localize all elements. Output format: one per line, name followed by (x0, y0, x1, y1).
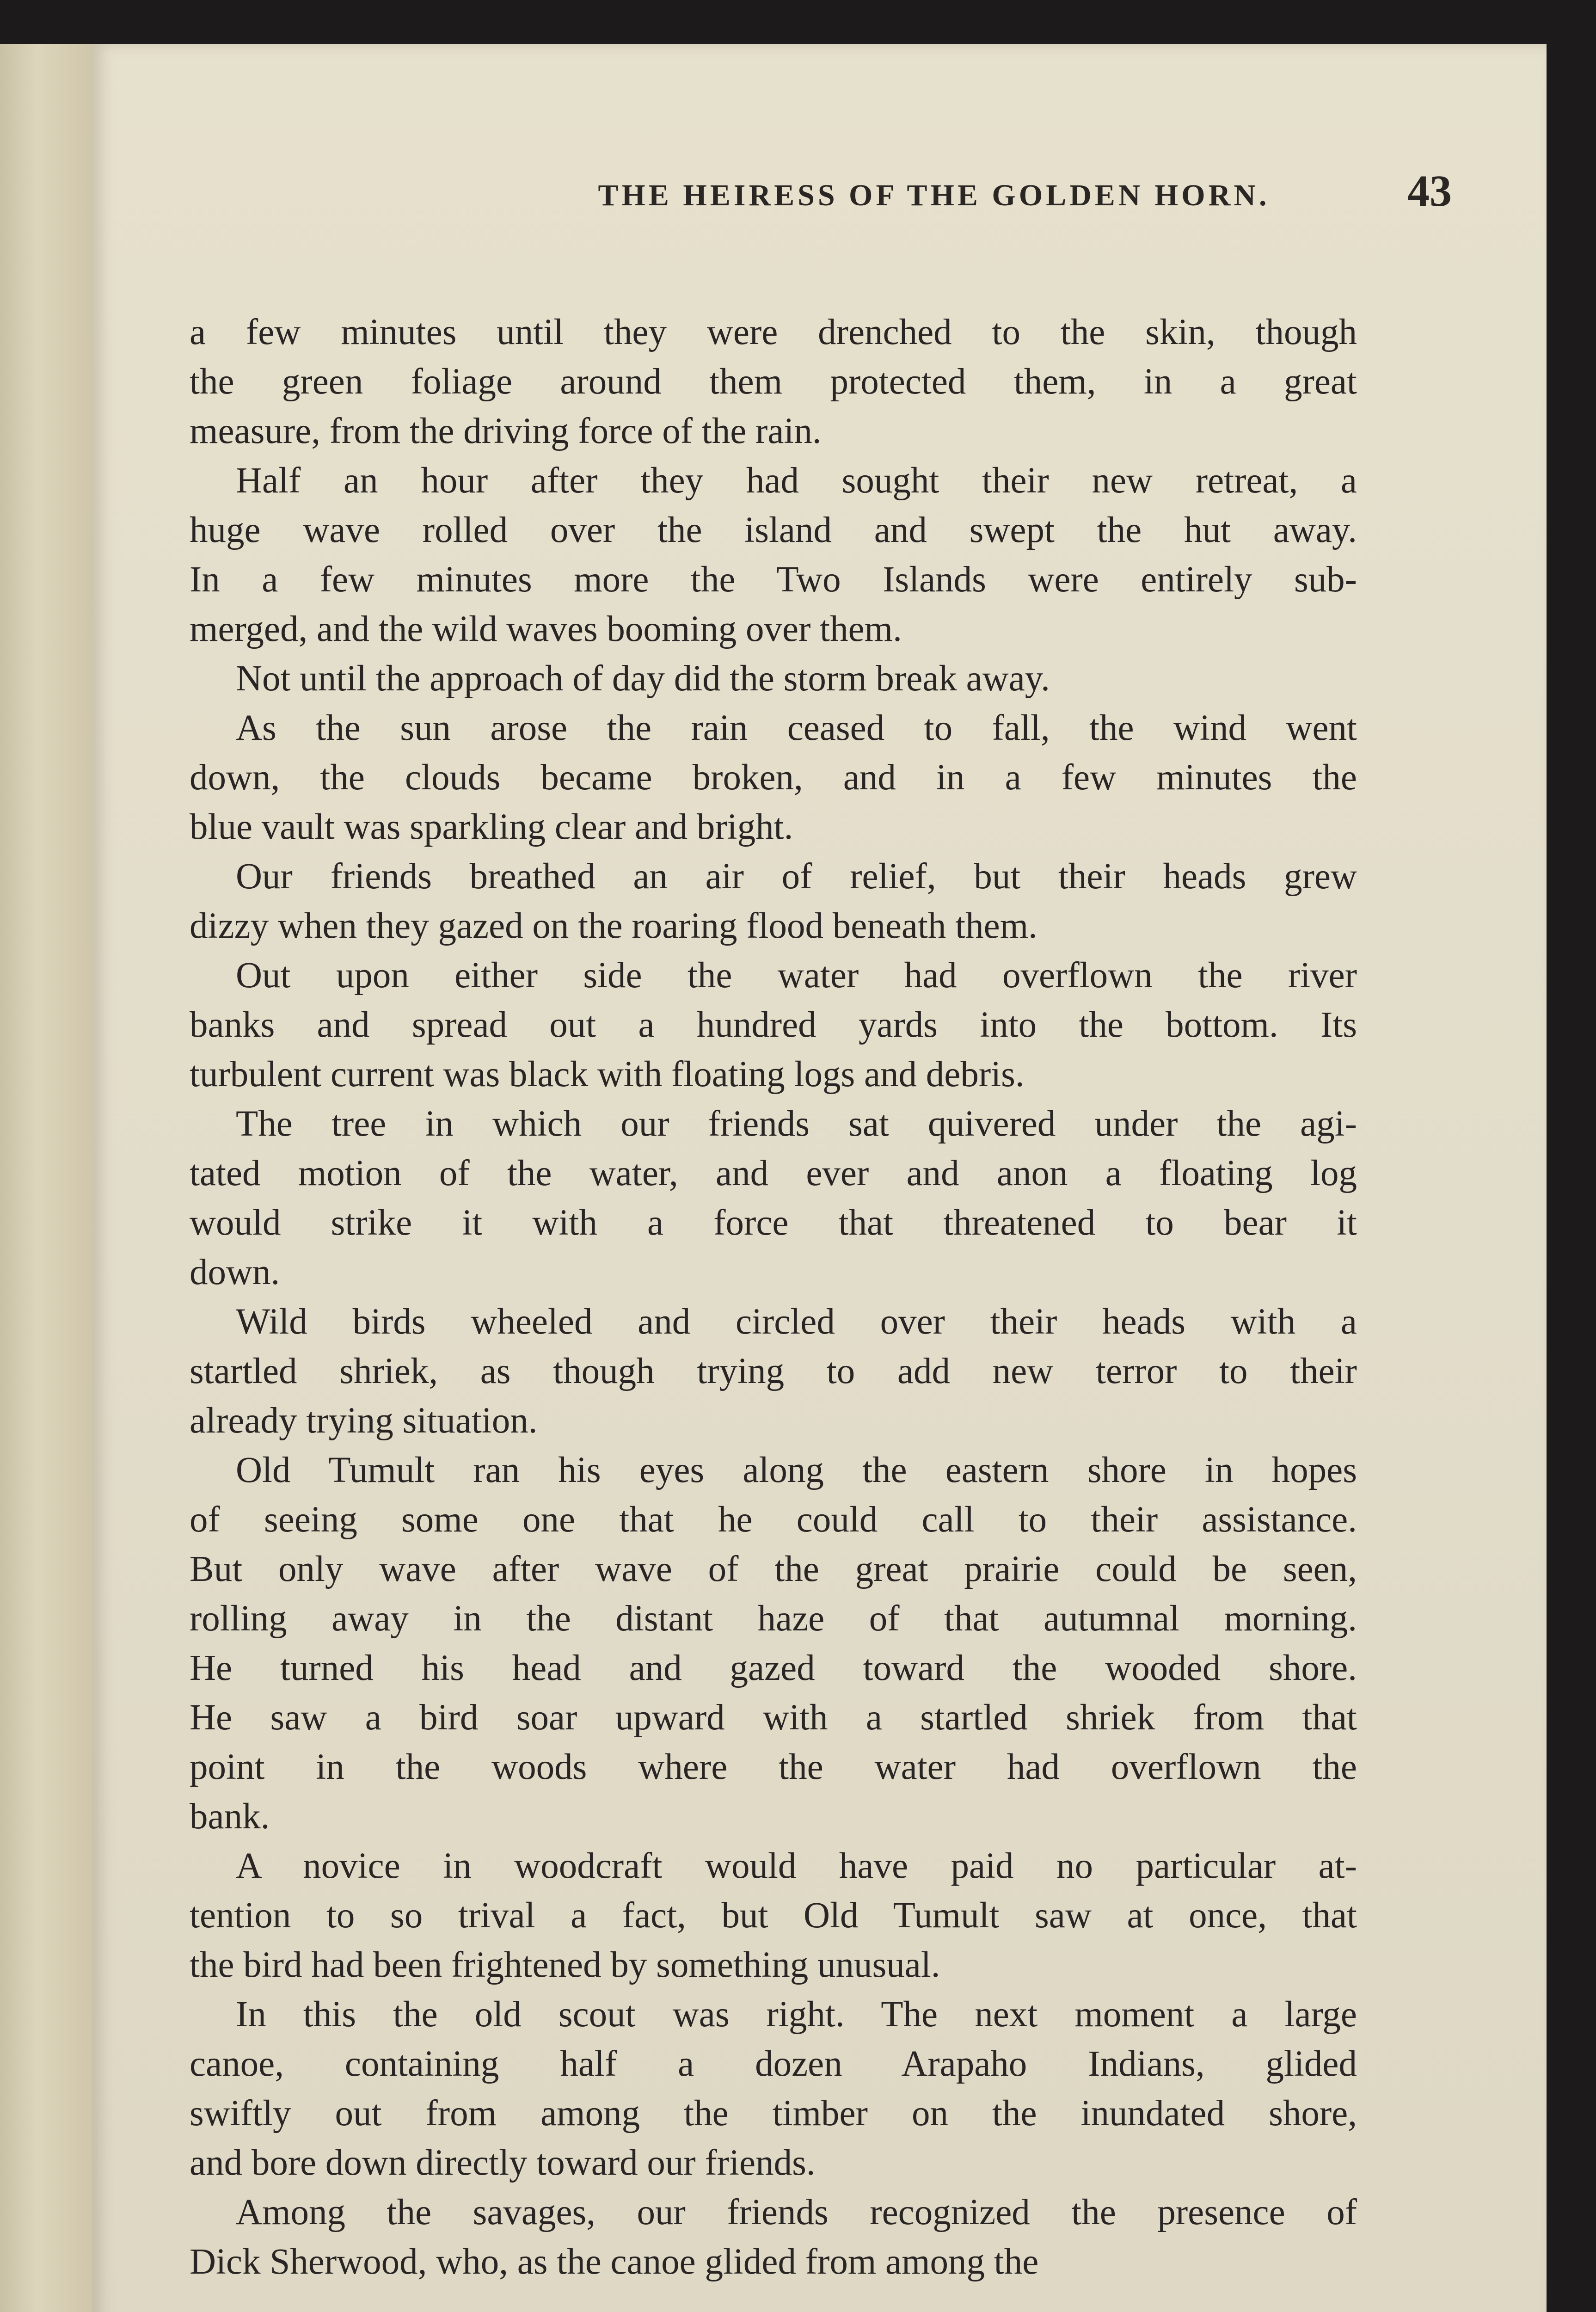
text-line: Half an hour after they had sought their new retreat, a (236, 461, 1357, 501)
text-line: merged, and the wild waves booming over them. (190, 609, 902, 649)
paragraph (190, 1841, 1357, 1990)
text-line: Among the savages, our friends recognized the presence of (236, 2192, 1357, 2232)
text-line: swiftly out from among the timber on the inundated shore, (190, 2093, 1357, 2134)
text-line: In this the old scout was right. The next moment a large (236, 1994, 1357, 2035)
text-line: Dick Sherwood, who, as the canoe glided from among the (190, 2242, 1039, 2282)
text-line: measure, from the driving force of the rain. (190, 411, 822, 451)
text-line: startled shriek, as though trying to add new terror to their (190, 1351, 1357, 1391)
text-line: As the sun arose the rain ceased to fall, the wind went (236, 708, 1357, 748)
book-page (92, 44, 1547, 2312)
text-line: He saw a bird soar upward with a startled shriek from that (190, 1697, 1357, 1738)
paragraph (190, 1099, 1357, 1297)
text-line: But only wave after wave of the great prairie could be seen, (190, 1549, 1357, 1589)
text-line: turbulent current was black with floating logs and debris. (190, 1054, 1025, 1095)
text-line: the bird had been frightened by something unusual. (190, 1945, 940, 1985)
text-line: tated motion of the water, and ever and anon a floating log (190, 1153, 1357, 1193)
paragraph (190, 456, 1357, 654)
paragraph (190, 1445, 1357, 1841)
text-line: The tree in which our friends sat quivered under the agi- (236, 1104, 1357, 1144)
paragraph (190, 703, 1357, 852)
text-line: point in the woods where the water had overflown the (190, 1747, 1357, 1787)
paragraph (190, 852, 1357, 951)
page-number: 43 (1407, 166, 1452, 215)
text-line: rolling away in the distant haze of that autumnal morning. (190, 1599, 1357, 1639)
paragraph (190, 951, 1357, 1099)
book-spine-edge (0, 44, 95, 2312)
text-line: He turned his head and gazed toward the wooded shore. (190, 1648, 1357, 1688)
text-line: dizzy when they gazed on the roaring flood beneath them. (190, 906, 1037, 946)
text-line: already trying situation. (190, 1401, 538, 1441)
text-line: down. (190, 1252, 280, 1292)
paragraph (190, 1990, 1357, 2188)
text-line: A novice in woodcraft would have paid no particular at- (236, 1846, 1357, 1886)
text-line: would strike it with a force that threatened to bear it (190, 1203, 1357, 1243)
text-line: of seeing some one that he could call to their assistance. (190, 1500, 1357, 1540)
text-line: a few minutes until they were drenched to the skin, though (190, 312, 1357, 352)
text-line: banks and spread out a hundred yards into the bottom. Its (190, 1005, 1357, 1045)
text-line: the green foliage around them protected them, in a great (190, 362, 1357, 402)
text-line: Our friends breathed an air of relief, but their heads grew (236, 856, 1357, 897)
text-line: tention to so trival a fact, but Old Tumult saw at once, that (190, 1895, 1357, 1936)
page-body-text (190, 307, 1357, 2287)
text-line: and bore down directly toward our friends. (190, 2143, 816, 2183)
text-line: down, the clouds became broken, and in a few minutes the (190, 757, 1357, 798)
text-line: Not until the approach of day did the storm break away. (236, 658, 1050, 699)
paragraph (190, 1297, 1357, 1445)
text-line: canoe, containing half a dozen Arapaho Indians, glided (190, 2044, 1357, 2084)
text-line: blue vault was sparkling clear and bright. (190, 807, 793, 847)
text-line: In a few minutes more the Two Islands were entirely sub- (190, 560, 1357, 600)
running-title: THE HEIRESS OF THE GOLDEN HORN. (598, 178, 1270, 212)
text-line: Out upon either side the water had overflown the river (236, 955, 1357, 996)
text-line: Old Tumult ran his eyes along the eastern shore in hopes (236, 1450, 1357, 1490)
text-line: huge wave rolled over the island and swept the hut away. (190, 510, 1357, 550)
paragraph (190, 307, 1357, 456)
text-line: bank. (190, 1796, 270, 1837)
paragraph (190, 654, 1357, 703)
text-line: Wild birds wheeled and circled over their heads with a (236, 1302, 1357, 1342)
paragraph (190, 2188, 1357, 2287)
